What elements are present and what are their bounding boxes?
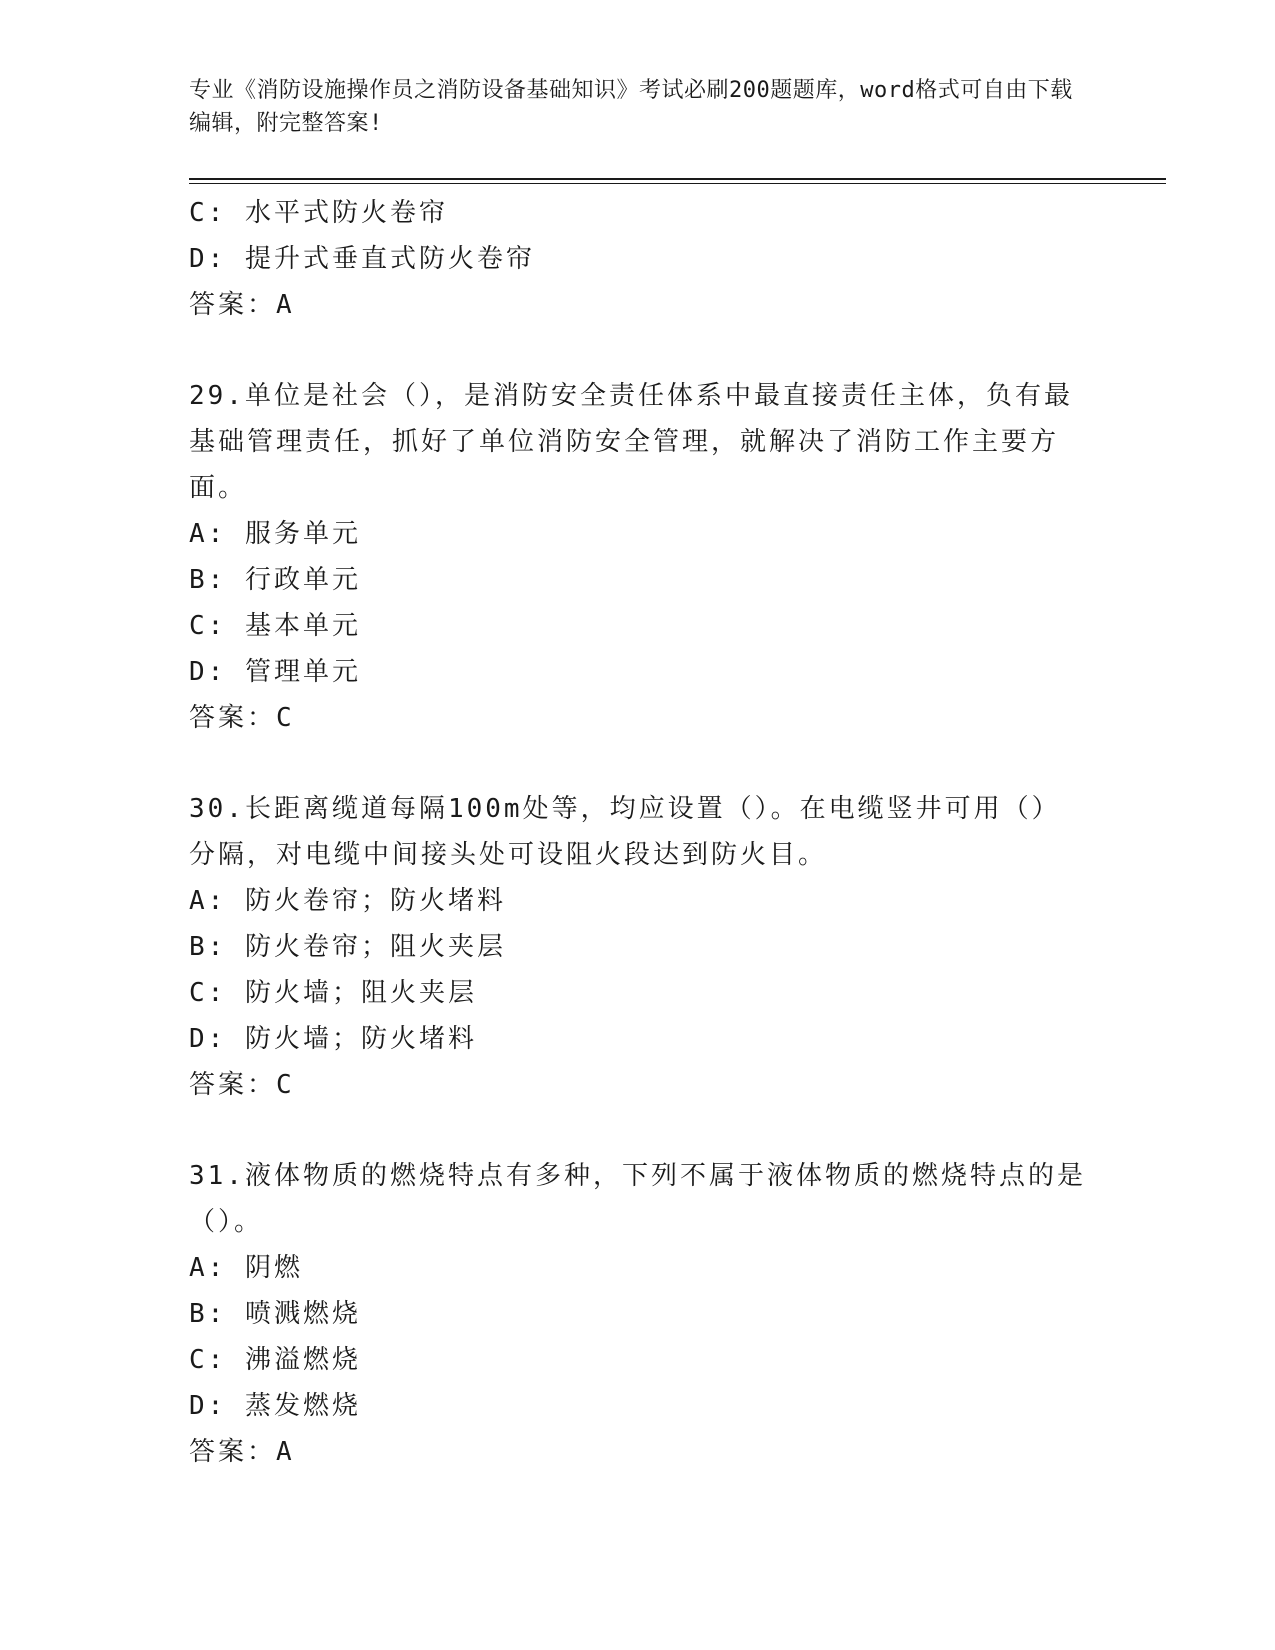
option-d: D: 提升式垂直式防火卷帘 [189,244,535,274]
continued-question [189,190,1089,328]
question-31 [189,1153,1089,1475]
answer-line: 答案：A [189,1437,295,1467]
option-b: B: 喷溅燃烧 [189,1299,361,1329]
question-30 [189,786,1089,1108]
question-stem-line: 31.液体物质的燃烧特点有多种，下列不属于液体物质的燃烧特点的是 [189,1161,1086,1191]
header-divider-thick [189,178,1166,180]
option-a: A: 防火卷帘；防火堵料 [189,886,506,916]
question-stem-line: 基础管理责任，抓好了单位消防安全管理，就解决了消防工作主要方 [189,427,1060,457]
option-d: D: 蒸发燃烧 [189,1391,361,1421]
option-b: B: 防火卷帘；阻火夹层 [189,932,506,962]
answer-line: 答案：A [189,290,295,320]
option-c: C: 防火墙；阻火夹层 [189,978,477,1008]
answer-line: 答案：C [189,703,295,733]
header-divider-thin [189,183,1166,184]
question-stem-line: 30.长距离缆道每隔100m处等，均应设置（）。在电缆竖井可用（） [189,794,1061,824]
answer-line: 答案：C [189,1070,295,1100]
option-a: A: 服务单元 [189,519,361,549]
document-header: 专业《消防设施操作员之消防设备基础知识》考试必刷200题题库，word格式可自由下载编辑，附完整答案! [189,78,1073,136]
option-c: C: 沸溢燃烧 [189,1345,361,1375]
option-a: A: 阴燃 [189,1253,303,1283]
question-stem-line: 面。 [189,473,248,503]
question-stem-line: （）。 [189,1207,264,1237]
question-list [189,190,1089,1475]
option-d: D: 管理单元 [189,657,361,687]
option-b: B: 行政单元 [189,565,361,595]
option-c: C: 水平式防火卷帘 [189,198,448,228]
option-d: D: 防火墙；防火堵料 [189,1024,477,1054]
question-29 [189,373,1089,741]
question-stem-line: 分隔，对电缆中间接头处可设阻火段达到防火目。 [189,840,828,870]
option-c: C: 基本单元 [189,611,361,641]
question-stem-line: 29.单位是社会（），是消防安全责任体系中最直接责任主体，负有最 [189,381,1073,411]
